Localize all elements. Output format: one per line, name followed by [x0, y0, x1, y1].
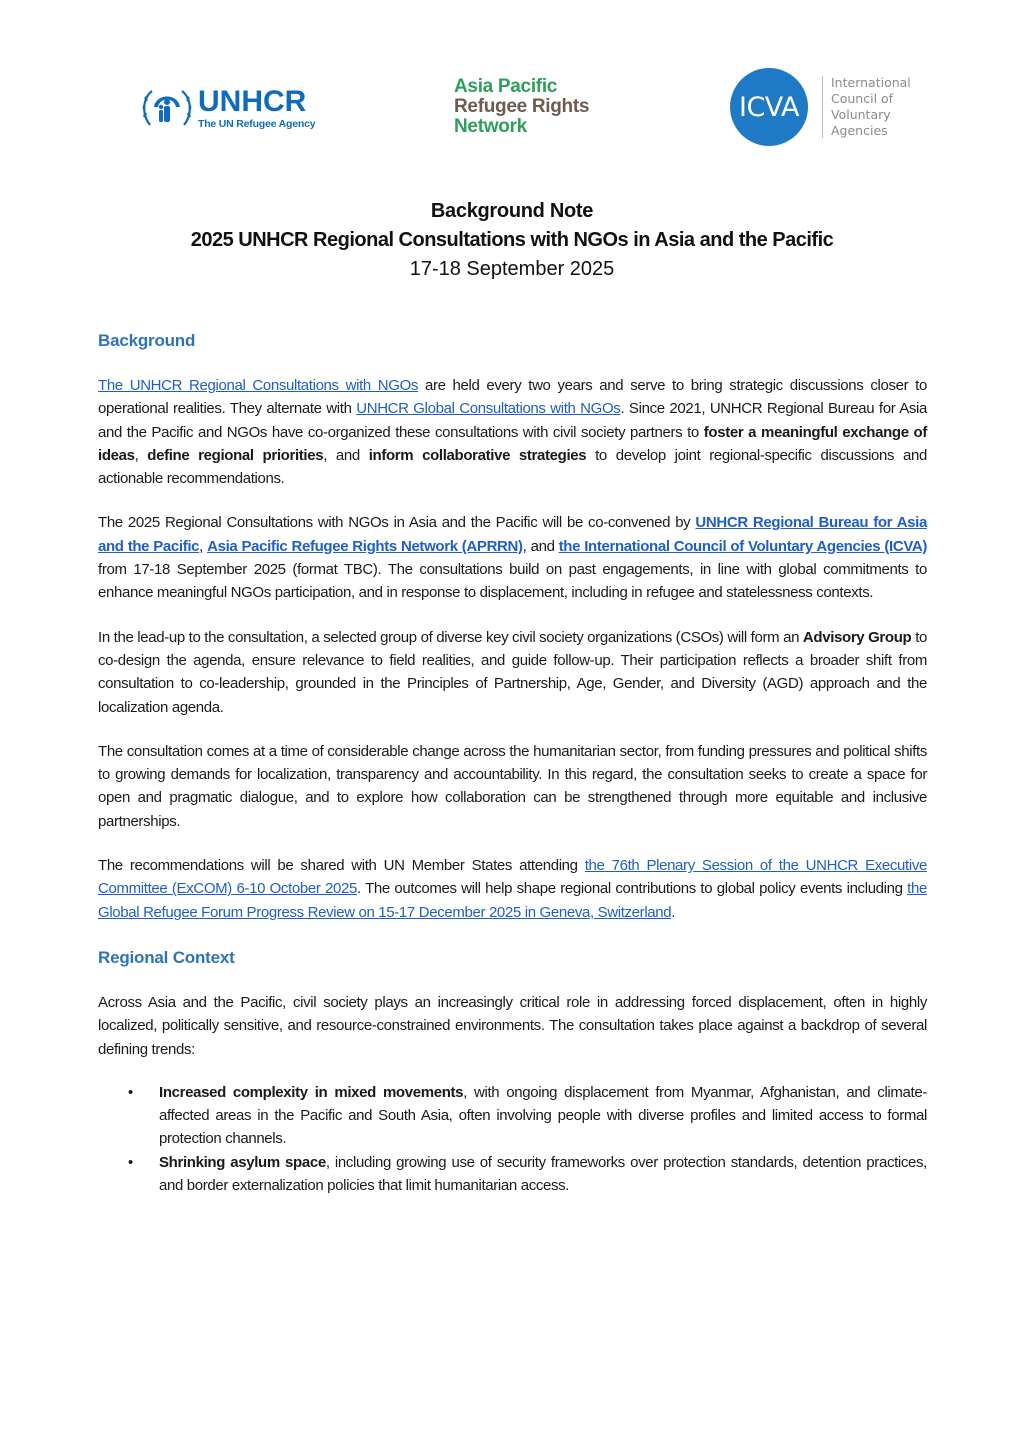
icva-line-1: International	[831, 75, 911, 90]
icva-logo-acronym: ICVA	[738, 91, 800, 123]
icva-logo-circle	[730, 68, 808, 146]
section-heading-background: Background	[98, 331, 196, 350]
text: , and	[522, 537, 559, 555]
icva-line-3: Voluntary	[831, 107, 891, 122]
aprrn-logo-line-2: Refugee Rights	[454, 96, 590, 117]
link-aprrn[interactable]: Asia Pacific Refugee Rights Network (APRRN)	[207, 537, 523, 555]
icva-line-4: Agencies	[831, 123, 888, 138]
text: from 17-18 September 2025 (format TBC). The consultations build on past engagements, in line with global commitments to enhance meaningful NGOs participation, and in response to displacement, including in refugee and statelessness contexts.	[98, 561, 927, 602]
text: . The outcomes will help shape regional contributions to global policy events including	[357, 880, 908, 898]
link-icva[interactable]: the International Council of Voluntary Agencies (ICVA)	[558, 537, 927, 555]
text: to develop joint regional-specific discussions and actionable recommendations.	[98, 446, 928, 488]
icva-logo-divider	[822, 76, 823, 138]
unhcr-logo-name: UNHCR	[198, 84, 307, 118]
paragraph-background-2	[98, 511, 927, 604]
paragraph-background-5	[98, 854, 927, 924]
icva-logo	[730, 68, 911, 146]
text: to co-design the agenda, ensure relevance to field realities, and guide follow-up. Their participation reflects a broader shift from consultation to co-leadership, grounded in the Principles of Partnership, Age, Gender, and Diversity (AGD) approach and the localization agenda.	[98, 628, 928, 716]
list-item	[98, 1151, 927, 1198]
text: are held every two years and serve to bring strategic discussions closer to operational realities. They alternate with	[98, 377, 927, 418]
text: . Since 2021, UNHCR Regional Bureau for Asia and the Pacific and NGOs have co-organized these consultations with civil society partners to	[98, 400, 927, 441]
bold-text: inform collaborative strategies	[368, 446, 587, 464]
link-unhcr-regional-bureau[interactable]: UNHCR Regional Bureau for Asia and the Pacific	[98, 514, 927, 555]
link-regional-consultations[interactable]: The UNHCR Regional Consultations with NGOs	[98, 377, 419, 394]
aprrn-logo	[454, 77, 589, 137]
document-main-title: 2025 UNHCR Regional Consultations with NGOs in Asia and the Pacific	[190, 229, 834, 251]
text: , and	[323, 446, 369, 464]
text: , including growing use of security frameworks over protection standards, detention practices, and border externalization policies that limit humanitarian access.	[159, 1153, 928, 1195]
aprrn-logo-line-1: Asia Pacific	[454, 76, 558, 97]
text: .	[671, 903, 676, 921]
icva-logo-fullname	[831, 75, 911, 139]
paragraph-background-3	[98, 626, 927, 719]
text: ,	[134, 446, 148, 464]
paragraph-background-4	[98, 740, 927, 833]
text: ,	[199, 537, 208, 555]
bullet-icon: •	[128, 1153, 133, 1171]
paragraph-regional-context-1: Across Asia and the Pacific, civil society plays an increasingly critical role in addressing forced displacement, often in highly localized, politically sensitive, and resource-constrained environments. The consultation takes place against a backdrop of several defining trends:	[98, 993, 927, 1058]
list-item	[98, 1081, 927, 1151]
bold-text: define regional priorities	[147, 446, 324, 464]
document-body	[98, 328, 927, 1197]
bold-text: Shrinking asylum space	[159, 1153, 326, 1171]
text: The consultation comes at a time of considerable change across the humanitarian sector, from funding pressures and political shifts to growing demands for localization, transparency and accountability. In this regard, the consultation seeks to create a space for open and pragmatic dialogue, and to explore how collaboration can be strengthened through more equitable and inclusive partnerships.	[98, 742, 927, 830]
unhcr-logo	[140, 84, 330, 132]
icva-line-2: Council of	[831, 91, 894, 106]
link-excom-plenary[interactable]: the 76th Plenary Session of the UNHCR Executive Committee (ExCOM) 6-10 October 2025	[98, 857, 927, 898]
document-type-title: Background Note	[430, 200, 594, 222]
text: The 2025 Regional Consultations with NGOs in Asia and the Pacific will be co-convened by	[98, 514, 696, 532]
link-grf-progress-review[interactable]: the Global Refugee Forum Progress Review on 15-17 December 2025 in Geneva, Switzerland	[98, 880, 927, 921]
unhcr-logo-subtitle: The UN Refugee Agency	[198, 117, 316, 130]
bold-text: foster a meaningful exchange of ideas	[98, 423, 927, 464]
bold-text: Increased complexity in mixed movements	[159, 1083, 464, 1101]
link-global-consultations[interactable]: UNHCR Global Consultations with NGOs	[356, 400, 621, 418]
aprrn-logo-line-3: Network	[454, 116, 527, 137]
unhcr-emblem-icon	[140, 85, 194, 131]
trends-list	[98, 1081, 927, 1197]
bold-text: Advisory Group	[802, 628, 912, 646]
text: In the lead-up to the consultation, a selected group of diverse key civil society organizations (CSOs) will form an	[98, 628, 803, 646]
bullet-icon: •	[128, 1083, 133, 1101]
document-date: 17-18 September 2025	[409, 258, 615, 280]
document-title-block	[0, 197, 1024, 284]
paragraph-background-1	[98, 374, 927, 490]
section-heading-regional-context: Regional Context	[98, 947, 235, 967]
text: The recommendations will be shared with UN Member States attending	[98, 857, 585, 875]
text: , with ongoing displacement from Myanmar, Afghanistan, and climate-affected areas in the Pacific and South Asia, often involving people with diverse profiles and limited access to formal protection channels.	[159, 1083, 927, 1148]
